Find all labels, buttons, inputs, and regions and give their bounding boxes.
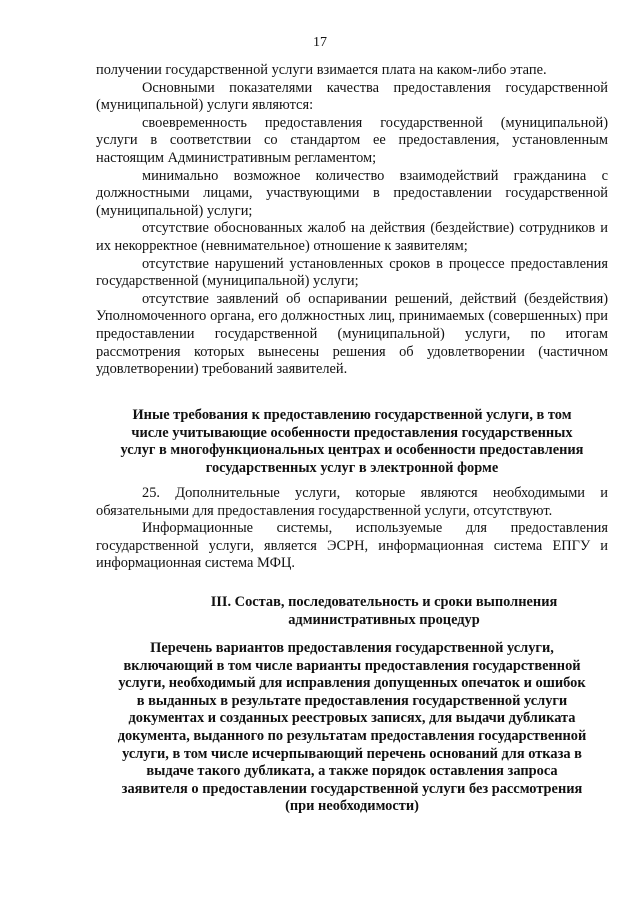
paragraph: Основными показателями качества предоставления государственной (муниципальной) услуги являются: [96,79,608,114]
paragraph: своевременность предоставления государственной (муниципальной) услуги в соответствии со стандартом ее предоставления, установленным настоящим Административным регламентом; [96,114,608,166]
paragraph: минимально возможное количество взаимодействий гражданина с должностными лицами, участвующими в предоставлении государственной (муниципальной) услуги; [96,167,608,219]
heading-line: услуги, необходимый для исправления допущенных опечаток и ошибок [118,675,586,692]
heading-line: Перечень вариантов предоставления государственной услуги, [150,640,554,656]
paragraph: отсутствие заявлений об оспаривании решений, действий (бездействия) Уполномоченного органа, его должностных лиц, принимаемых (совершенных) при предоставлении государственной (муниципальной) услуги, по итогам рассмотрения которых вынесены решения об удовлетворении (частичном удовлетворении) требований заявителей. [96,290,608,378]
paragraph: получении государственной услуги взимается плата на каком-либо этапе. [96,62,547,78]
chapter-heading [160,594,608,629]
paragraph: 25. Дополнительные услуги, которые являются необходимыми и обязательными для предоставления государственной услуги, отсутствуют. [96,485,608,519]
section-heading-variants [96,640,608,816]
heading-line: государственных услуг в электронной форме [205,459,499,476]
heading-line: документа, выданного по результатам предоставления государственной [117,727,587,744]
quality-indicators-section [96,62,608,379]
heading-line: включающий в том числе варианты предоставления государственной [123,657,581,674]
page-number: 17 [313,35,327,50]
heading-line: заявителя о предоставлении государственной услуги без рассмотрения [121,780,583,797]
heading-line: III. Состав, последовательность и сроки выполнения [210,594,558,610]
heading-line: выдаче такого дубликата, а также порядок оставления запроса [146,763,558,780]
paragraph: отсутствие обоснованных жалоб на действия (бездействие) сотрудников и их некорректное (невнимательное) отношение к заявителям; [96,220,608,254]
additional-services-section [96,485,608,573]
heading-line: услуги, в том числе исчерпывающий перечень оснований для отказа в [122,745,582,762]
heading-line: (при необходимости) [285,798,419,815]
heading-line: документах и созданных реестровых записях, для выдачи дубликата [128,710,576,727]
section-heading-other-requirements [96,407,608,477]
heading-line: в выданных в результате предоставления государственной услуги [136,692,568,709]
paragraph: отсутствие нарушений установленных сроков в процессе предоставления государственной (муниципальной) услуги; [96,255,608,290]
heading-line: числе учитывающие особенности предоставления государственных [131,424,573,441]
paragraph: Информационные системы, используемые для предоставления государственной услуги, является ЭСРН, информационная система ЕПГУ и информационная система МФЦ. [96,520,608,572]
heading-line: услуг в многофункциональных центрах и особенности предоставления [120,442,584,459]
heading-line: Иные требования к предоставлению государственной услуги, в том [132,407,572,423]
heading-line: административных процедур [288,611,480,628]
